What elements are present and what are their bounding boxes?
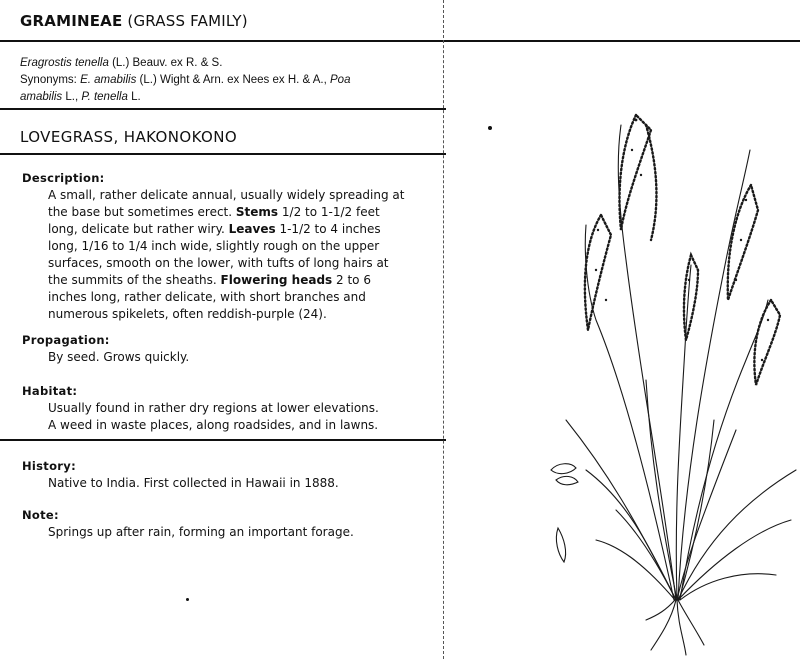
family-title — [20, 12, 248, 30]
book-spine — [443, 0, 444, 659]
habitat-section — [22, 383, 408, 434]
taxon-block — [20, 55, 350, 106]
note-section — [22, 507, 408, 541]
description-heading: Description: — [22, 171, 105, 185]
scientific-name: Eragrostis tenella — [20, 57, 109, 69]
synonyms-label: Synonyms: — [20, 74, 77, 86]
common-name: LOVEGRASS, HAKONOKONO — [20, 128, 238, 146]
synonyms-line-1 — [20, 72, 350, 89]
propagation-section — [22, 332, 408, 366]
header-rule — [0, 40, 446, 42]
scientific-authority: (L.) Beauv. ex R. & S. — [112, 57, 223, 69]
right-page — [446, 0, 800, 659]
scientific-name-line — [20, 55, 350, 72]
family-common: (GRASS FAMILY) — [127, 12, 248, 30]
habitat-line-1: Usually found in rather dry regions at lower elevations. — [48, 401, 379, 415]
grass-illustration — [446, 0, 800, 659]
propagation-text: By seed. Grows quickly. — [48, 350, 190, 364]
leaves-keyword: Leaves — [228, 222, 276, 236]
history-section — [22, 458, 408, 492]
habitat-body — [22, 400, 408, 434]
family-name: GRAMINEAE — [20, 12, 123, 30]
note-heading: Note: — [22, 508, 59, 522]
flowering-heads-keyword: Flowering heads — [220, 273, 333, 287]
propagation-heading: Propagation: — [22, 333, 110, 347]
synonym-2-epithet: amabilis — [20, 91, 63, 103]
synonym-3-authority: L. — [131, 91, 141, 103]
habitat-line-2: A weed in waste places, along roadsides, and in lawns. — [48, 418, 379, 432]
synonym-3: P. tenella — [81, 91, 128, 103]
print-speck — [186, 598, 189, 601]
note-text: Springs up after rain, forming an important forage. — [48, 525, 354, 539]
history-heading: History: — [22, 459, 76, 473]
synonym-2-authority: L., — [65, 91, 79, 103]
synonyms-line-2 — [20, 89, 350, 106]
common-name-rule — [0, 153, 446, 155]
taxon-rule — [0, 108, 446, 110]
history-text: Native to India. First collected in Hawaii in 1888. — [48, 476, 339, 490]
description-section — [22, 170, 408, 323]
habitat-rule — [0, 439, 446, 441]
synonym-1: E. amabilis — [80, 74, 137, 86]
synonym-1-authority: (L.) Wight & Arn. ex Nees ex H. & A., — [139, 74, 327, 86]
stems-keyword: Stems — [235, 205, 279, 219]
description-body: A small, rather delicate annual, usually widely spreading at the base but sometimes erect. Stems 1/2 to 1-1/2 feet long, delicate but rather wiry. Leaves 1-1/2 to 4 inches long, 1/16 to 1/4 inch wide, slightly rough on the upper surfaces, smooth on the lower, with tufts of long hairs at the summits of the sheaths. Flowering heads 2 to 6 inches long, rather delicate, with short branches and numerous spikelets, often reddish-purple (24). — [48, 188, 405, 321]
habitat-heading: Habitat: — [22, 384, 78, 398]
synonym-2-genus: Poa — [330, 74, 351, 86]
